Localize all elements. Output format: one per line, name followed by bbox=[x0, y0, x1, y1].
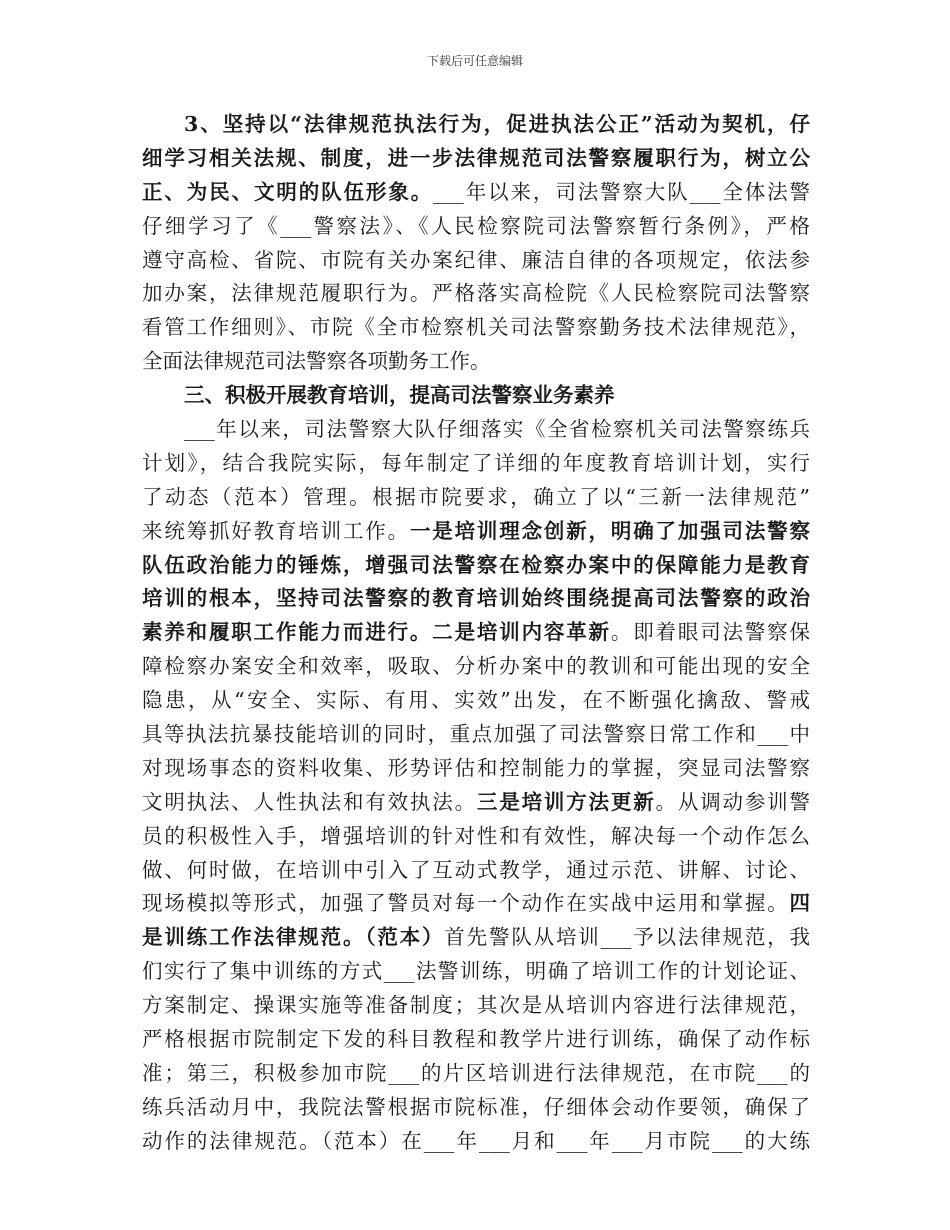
text-segment: 准；第三，积极参加市院___的片区培训进行法律规范，在市院___的 bbox=[142, 1060, 810, 1085]
text-segment: 仔细学习了《___警察法》、《人民检察院司法警察暂行条例》，严格 bbox=[142, 213, 810, 238]
bold-text-segment: 素养和履职工作能力而进行。二是培训内容革新 bbox=[142, 620, 611, 645]
text-line bbox=[142, 210, 810, 244]
text-line bbox=[142, 921, 810, 955]
bold-text-segment: 三是培训方法更新 bbox=[476, 789, 656, 814]
text-line bbox=[142, 989, 810, 1023]
text-line bbox=[142, 684, 810, 718]
text-segment: 对现场事态的资料收集、形势评估和控制能力的掌握，突显司法警察 bbox=[142, 755, 810, 780]
text-segment: 计划》，结合我院实际，每年制定了详细的年度教育培训计划，实行 bbox=[142, 450, 810, 475]
text-line bbox=[142, 582, 810, 616]
bold-text-segment: 是训练工作法律规范。（范本） bbox=[142, 925, 445, 950]
text-segment: 们实行了集中训练的方式___法警训练，明确了培训工作的计划论证、 bbox=[142, 959, 810, 984]
text-segment: 动作的法律规范。（范本）在___年___月和___年___月市院___的大练 bbox=[142, 1128, 810, 1153]
text-segment: 全面法律规范司法警察各项勤务工作。 bbox=[142, 349, 491, 374]
text-segment: 。即着眼司法警察保 bbox=[610, 620, 810, 645]
text-segment: 遵守高检、省院、市院有关办案纪律、廉洁自律的各项规定，依法参 bbox=[142, 247, 810, 272]
text-line bbox=[142, 854, 810, 888]
text-line bbox=[142, 786, 810, 820]
text-segment: ___年以来，司法警察大队___全体法警 bbox=[433, 179, 810, 204]
text-line bbox=[142, 955, 810, 989]
text-line bbox=[142, 379, 810, 413]
text-segment: 加办案，法律规范履职行为。严格落实高检院《人民检察院司法警察 bbox=[142, 281, 810, 306]
text-line bbox=[142, 244, 810, 278]
page-header: 下载后可任意编辑 bbox=[426, 54, 523, 68]
text-line bbox=[142, 549, 810, 583]
text-segment: ___年以来，司法警察大队仔细落实《全省检察机关司法警察练兵 bbox=[184, 417, 810, 442]
text-line bbox=[142, 108, 810, 142]
bold-text-segment: 三、积极开展教育培训，提高司法警察业务素养 bbox=[184, 383, 615, 408]
bold-text-segment: 3、坚持以“法律规范执法行为，促进执法公正”活动为契机，仔 bbox=[184, 112, 810, 136]
text-line bbox=[142, 311, 810, 345]
text-line bbox=[142, 1057, 810, 1091]
bold-text-segment: 队伍政治能力的锤炼，增强司法警察在检察办案中的保障能力是教育 bbox=[142, 552, 810, 577]
text-segment: 来统筹抓好教育培训工作。 bbox=[142, 518, 410, 543]
text-line bbox=[142, 447, 810, 481]
text-line bbox=[142, 142, 810, 176]
document-body bbox=[142, 108, 810, 1159]
bold-text-segment: 细学习相关法规、制度，进一步法律规范司法警察履职行为，树立公 bbox=[142, 145, 810, 170]
text-line bbox=[142, 345, 810, 379]
bold-text-segment: 培训的根本，坚持司法警察的教育培训始终围绕提高司法警察的政治 bbox=[142, 586, 810, 611]
bold-text-segment: 四 bbox=[789, 891, 810, 916]
text-segment: 了动态（范本）管理。根据市院要求，确立了以“三新一法律规范” bbox=[142, 484, 810, 509]
text-segment: 严格根据市院制定下发的科目教程和教学片进行训练，确保了动作标 bbox=[142, 1027, 810, 1052]
text-segment: 看管工作细则》、市院《全市检察机关司法警察勤务技术法律规范》， bbox=[142, 315, 810, 340]
text-line bbox=[142, 616, 810, 650]
text-line bbox=[142, 1125, 810, 1159]
text-line bbox=[142, 1091, 810, 1125]
text-segment: 做、何时做，在培训中引入了互动式教学，通过示范、讲解、讨论、 bbox=[142, 857, 810, 882]
text-line bbox=[142, 820, 810, 854]
text-line bbox=[142, 1023, 810, 1057]
text-line bbox=[142, 718, 810, 752]
text-segment: 现场模拟等形式，加强了警员对每一个动作在实战中运用和掌握。 bbox=[142, 891, 790, 916]
text-line bbox=[142, 752, 810, 786]
text-segment: 具等执法抗暴技能培训的同时，重点加强了司法警察日常工作和___中 bbox=[142, 722, 810, 747]
text-segment: 首先警队从培训___予以法律规范，我 bbox=[444, 925, 810, 950]
text-segment: 障检察办案安全和效率，吸取、分析办案中的教训和可能出现的安全 bbox=[142, 654, 810, 679]
text-line bbox=[142, 481, 810, 515]
text-line bbox=[142, 887, 810, 921]
bold-text-segment: 一是培训理念创新，明确了加强司法警察 bbox=[409, 518, 810, 543]
text-line bbox=[142, 176, 810, 210]
text-line bbox=[142, 277, 810, 311]
text-line bbox=[142, 413, 810, 447]
bold-text-segment: 正、为民、文明的队伍形象。 bbox=[142, 179, 434, 204]
text-segment: 文明执法、人性执法和有效执法。 bbox=[142, 789, 477, 814]
text-segment: 练兵活动月中，我院法警根据市院标准，仔细体会动作要领，确保了 bbox=[142, 1094, 810, 1119]
text-segment: 隐患，从“安全、实际、有用、实效”出发，在不断强化擒敌、警戒 bbox=[142, 688, 810, 713]
text-segment: 。从调动参训警 bbox=[655, 789, 810, 814]
text-segment: 方案制定、操课实施等准备制度；其次是从培训内容进行法律规范， bbox=[142, 993, 810, 1018]
text-segment: 员的积极性入手，增强培训的针对性和有效性，解决每一个动作怎么 bbox=[142, 823, 810, 848]
text-line bbox=[142, 650, 810, 684]
text-line bbox=[142, 515, 810, 549]
